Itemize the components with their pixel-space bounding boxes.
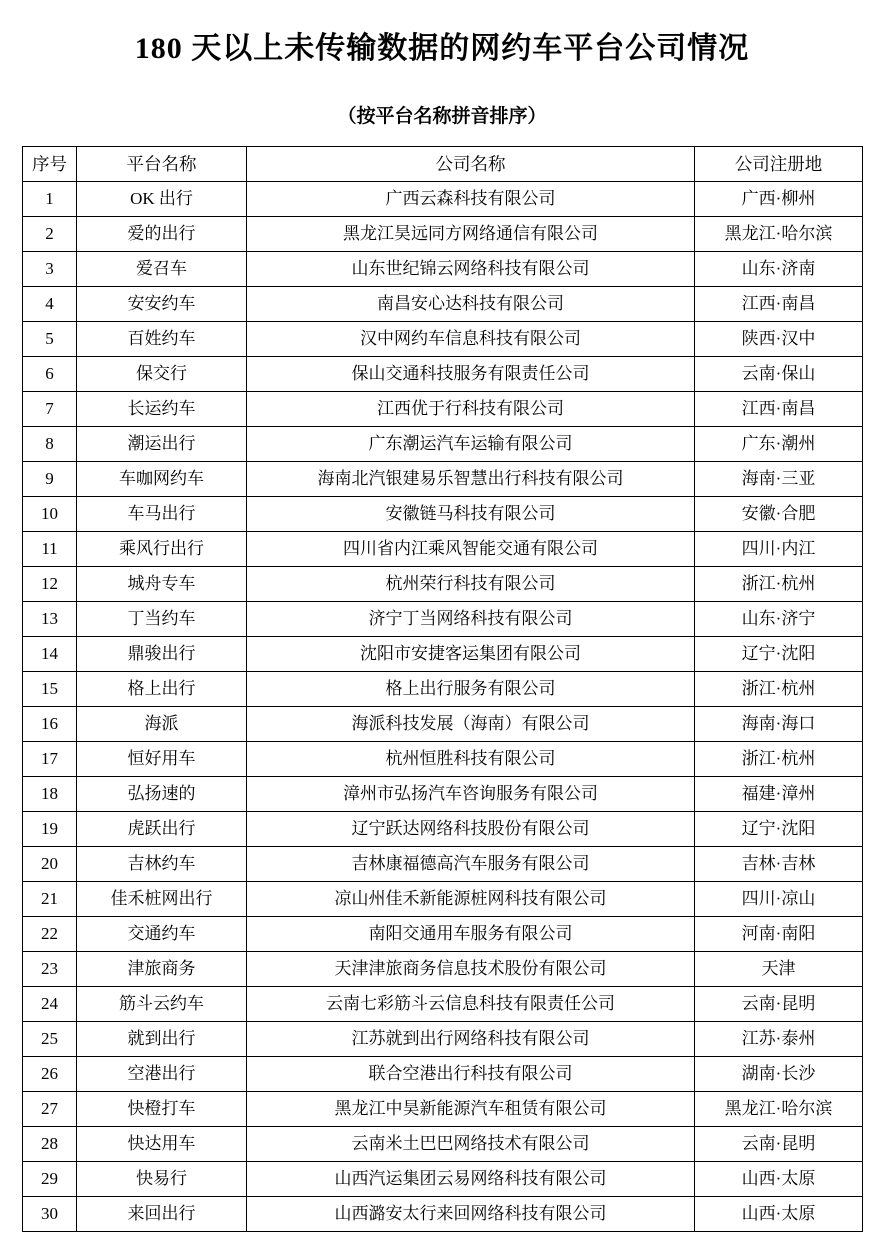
cell-platform-name: 安安约车 (77, 287, 247, 322)
cell-platform-name: 津旅商务 (77, 952, 247, 987)
table-row (23, 532, 863, 567)
cell-company-name: 杭州荣行科技有限公司 (247, 567, 695, 602)
cell-platform-name: 交通约车 (77, 917, 247, 952)
cell-company-name: 凉山州佳禾新能源桩网科技有限公司 (247, 882, 695, 917)
cell-index: 25 (23, 1022, 77, 1057)
cell-registration-region: 江西·南昌 (695, 392, 863, 427)
cell-company-name: 吉林康福德高汽车服务有限公司 (247, 847, 695, 882)
cell-index: 5 (23, 322, 77, 357)
table-row (23, 637, 863, 672)
table-row (23, 497, 863, 532)
table-row (23, 882, 863, 917)
cell-platform-name: 快橙打车 (77, 1092, 247, 1127)
cell-platform-name: 筋斗云约车 (77, 987, 247, 1022)
cell-index: 2 (23, 217, 77, 252)
cell-platform-name: 丁当约车 (77, 602, 247, 637)
cell-registration-region: 海南·海口 (695, 707, 863, 742)
cell-registration-region: 浙江·杭州 (695, 672, 863, 707)
cell-company-name: 四川省内江乘风智能交通有限公司 (247, 532, 695, 567)
page-title: 180 天以上未传输数据的网约车平台公司情况 (134, 32, 750, 65)
cell-registration-region: 福建·漳州 (695, 777, 863, 812)
table-row (23, 1197, 863, 1232)
cell-company-name: 江西优于行科技有限公司 (247, 392, 695, 427)
table-row (23, 917, 863, 952)
cell-registration-region: 黑龙江·哈尔滨 (695, 1092, 863, 1127)
table-row (23, 1022, 863, 1057)
cell-index: 26 (23, 1057, 77, 1092)
cell-company-name: 黑龙江昊远同方网络通信有限公司 (247, 217, 695, 252)
cell-company-name: 山西汽运集团云易网络科技有限公司 (247, 1162, 695, 1197)
cell-company-name: 格上出行服务有限公司 (247, 672, 695, 707)
cell-index: 28 (23, 1127, 77, 1162)
cell-registration-region: 广东·潮州 (695, 427, 863, 462)
cell-platform-name: OK 出行 (77, 182, 247, 217)
cell-company-name: 黑龙江中昊新能源汽车租赁有限公司 (247, 1092, 695, 1127)
cell-index: 7 (23, 392, 77, 427)
cell-company-name: 南昌安心达科技有限公司 (247, 287, 695, 322)
table-row (23, 1127, 863, 1162)
table-row (23, 602, 863, 637)
cell-registration-region: 陕西·汉中 (695, 322, 863, 357)
cell-platform-name: 就到出行 (77, 1022, 247, 1057)
cell-index: 14 (23, 637, 77, 672)
table-row (23, 1162, 863, 1197)
table-row (23, 357, 863, 392)
document-page (0, 30, 884, 1249)
table-row (23, 252, 863, 287)
table-row (23, 392, 863, 427)
table-row (23, 672, 863, 707)
cell-registration-region: 河南·南阳 (695, 917, 863, 952)
cell-registration-region: 山西·太原 (695, 1162, 863, 1197)
cell-platform-name: 保交行 (77, 357, 247, 392)
cell-registration-region: 四川·内江 (695, 532, 863, 567)
cell-company-name: 辽宁跃达网络科技股份有限公司 (247, 812, 695, 847)
cell-index: 29 (23, 1162, 77, 1197)
cell-company-name: 海南北汽银建易乐智慧出行科技有限公司 (247, 462, 695, 497)
cell-registration-region: 辽宁·沈阳 (695, 637, 863, 672)
table-row (23, 707, 863, 742)
cell-registration-region: 海南·三亚 (695, 462, 863, 497)
cell-company-name: 山东世纪锦云网络科技有限公司 (247, 252, 695, 287)
cell-registration-region: 云南·昆明 (695, 987, 863, 1022)
table-row (23, 1092, 863, 1127)
table-row (23, 812, 863, 847)
cell-company-name: 漳州市弘扬汽车咨询服务有限公司 (247, 777, 695, 812)
cell-registration-region: 云南·保山 (695, 357, 863, 392)
cell-registration-region: 辽宁·沈阳 (695, 812, 863, 847)
cell-platform-name: 乘风行出行 (77, 532, 247, 567)
column-header-region: 公司注册地 (695, 147, 863, 182)
cell-platform-name: 快易行 (77, 1162, 247, 1197)
cell-registration-region: 江苏·泰州 (695, 1022, 863, 1057)
cell-platform-name: 恒好用车 (77, 742, 247, 777)
cell-company-name: 广东潮运汽车运输有限公司 (247, 427, 695, 462)
cell-platform-name: 鼎骏出行 (77, 637, 247, 672)
table-row (23, 952, 863, 987)
cell-platform-name: 车咖网约车 (77, 462, 247, 497)
cell-company-name: 南阳交通用车服务有限公司 (247, 917, 695, 952)
cell-index: 13 (23, 602, 77, 637)
cell-company-name: 沈阳市安捷客运集团有限公司 (247, 637, 695, 672)
cell-registration-region: 浙江·杭州 (695, 742, 863, 777)
table-row (23, 847, 863, 882)
cell-company-name: 天津津旅商务信息技术股份有限公司 (247, 952, 695, 987)
table-row (23, 182, 863, 217)
cell-registration-region: 山东·济南 (695, 252, 863, 287)
platform-company-table (22, 146, 863, 1232)
cell-index: 11 (23, 532, 77, 567)
cell-platform-name: 百姓约车 (77, 322, 247, 357)
cell-index: 12 (23, 567, 77, 602)
cell-index: 21 (23, 882, 77, 917)
cell-index: 8 (23, 427, 77, 462)
cell-platform-name: 虎跃出行 (77, 812, 247, 847)
cell-registration-region: 安徽·合肥 (695, 497, 863, 532)
column-header-index: 序号 (23, 147, 77, 182)
cell-platform-name: 爱召车 (77, 252, 247, 287)
table-row (23, 287, 863, 322)
cell-company-name: 山西潞安太行来回网络科技有限公司 (247, 1197, 695, 1232)
cell-platform-name: 快达用车 (77, 1127, 247, 1162)
cell-platform-name: 车马出行 (77, 497, 247, 532)
cell-company-name: 江苏就到出行网络科技有限公司 (247, 1022, 695, 1057)
cell-index: 18 (23, 777, 77, 812)
cell-registration-region: 湖南·长沙 (695, 1057, 863, 1092)
cell-company-name: 杭州恒胜科技有限公司 (247, 742, 695, 777)
cell-index: 1 (23, 182, 77, 217)
cell-index: 9 (23, 462, 77, 497)
cell-platform-name: 潮运出行 (77, 427, 247, 462)
table-row (23, 987, 863, 1022)
column-header-company: 公司名称 (247, 147, 695, 182)
cell-platform-name: 爱的出行 (77, 217, 247, 252)
cell-registration-region: 江西·南昌 (695, 287, 863, 322)
cell-registration-region: 吉林·吉林 (695, 847, 863, 882)
cell-company-name: 云南米土巴巴网络技术有限公司 (247, 1127, 695, 1162)
cell-company-name: 广西云森科技有限公司 (247, 182, 695, 217)
cell-platform-name: 佳禾桩网出行 (77, 882, 247, 917)
table-row (23, 777, 863, 812)
cell-platform-name: 格上出行 (77, 672, 247, 707)
cell-index: 4 (23, 287, 77, 322)
cell-registration-region: 山西·太原 (695, 1197, 863, 1232)
cell-registration-region: 黑龙江·哈尔滨 (695, 217, 863, 252)
cell-index: 10 (23, 497, 77, 532)
table-body (23, 182, 863, 1232)
table-row (23, 567, 863, 602)
cell-index: 23 (23, 952, 77, 987)
table-row (23, 322, 863, 357)
cell-index: 3 (23, 252, 77, 287)
table-row (23, 742, 863, 777)
table-row (23, 1057, 863, 1092)
cell-platform-name: 长运约车 (77, 392, 247, 427)
cell-company-name: 汉中网约车信息科技有限公司 (247, 322, 695, 357)
cell-index: 19 (23, 812, 77, 847)
cell-company-name: 海派科技发展（海南）有限公司 (247, 707, 695, 742)
column-header-platform: 平台名称 (77, 147, 247, 182)
cell-registration-region: 云南·昆明 (695, 1127, 863, 1162)
cell-company-name: 济宁丁当网络科技有限公司 (247, 602, 695, 637)
cell-index: 22 (23, 917, 77, 952)
cell-registration-region: 广西·柳州 (695, 182, 863, 217)
cell-platform-name: 空港出行 (77, 1057, 247, 1092)
cell-index: 30 (23, 1197, 77, 1232)
cell-index: 24 (23, 987, 77, 1022)
cell-platform-name: 吉林约车 (77, 847, 247, 882)
page-subtitle: （按平台名称拼音排序） (337, 105, 547, 127)
cell-company-name: 安徽链马科技有限公司 (247, 497, 695, 532)
cell-platform-name: 海派 (77, 707, 247, 742)
cell-registration-region: 山东·济宁 (695, 602, 863, 637)
cell-index: 16 (23, 707, 77, 742)
cell-company-name: 云南七彩筋斗云信息科技有限责任公司 (247, 987, 695, 1022)
cell-index: 20 (23, 847, 77, 882)
cell-platform-name: 来回出行 (77, 1197, 247, 1232)
cell-index: 15 (23, 672, 77, 707)
cell-index: 17 (23, 742, 77, 777)
table-row (23, 217, 863, 252)
table-row (23, 462, 863, 497)
cell-company-name: 联合空港出行科技有限公司 (247, 1057, 695, 1092)
cell-platform-name: 弘扬速的 (77, 777, 247, 812)
cell-platform-name: 城舟专车 (77, 567, 247, 602)
cell-index: 27 (23, 1092, 77, 1127)
cell-registration-region: 浙江·杭州 (695, 567, 863, 602)
table-header-row (23, 147, 863, 182)
cell-registration-region: 四川·凉山 (695, 882, 863, 917)
cell-company-name: 保山交通科技服务有限责任公司 (247, 357, 695, 392)
cell-index: 6 (23, 357, 77, 392)
table-row (23, 427, 863, 462)
cell-registration-region: 天津 (695, 952, 863, 987)
